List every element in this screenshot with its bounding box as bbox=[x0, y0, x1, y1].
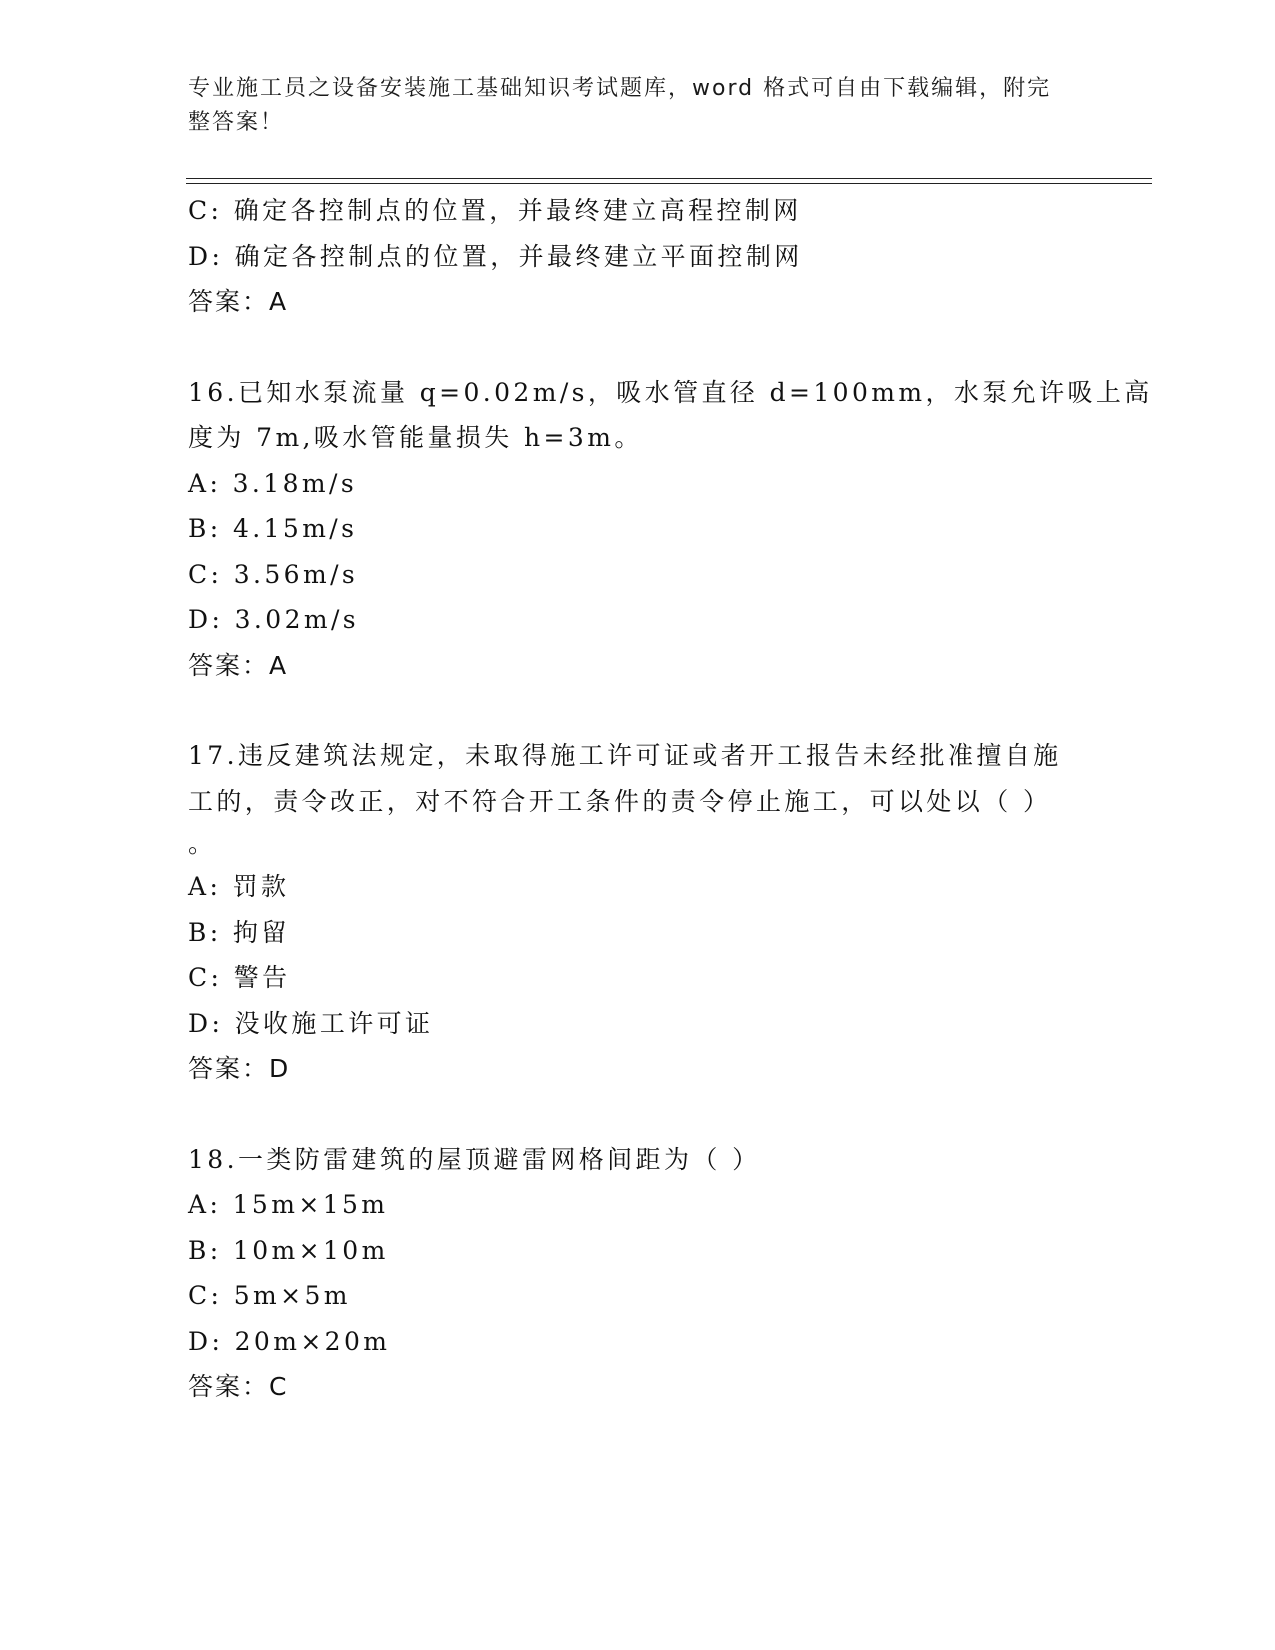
question-18-stem-line-1: 18.一类防雷建筑的屋顶避雷网格间距为（ ） bbox=[188, 1144, 761, 1174]
question-16-option-c: C: 3.56m/s bbox=[188, 559, 359, 589]
question-16-option-b: B: 4.15m/s bbox=[188, 514, 358, 543]
question-16 bbox=[188, 370, 1153, 689]
question-16-stem-line-1: 16.已知水泵流量 q=0.02m/s，吸水管直径 d=100mm，水泵允许吸上高 bbox=[188, 377, 1153, 407]
question-17-stem-line-2: 工的，责令改正，对不符合开工条件的责令停止施工，可以处以（ ） bbox=[188, 786, 1052, 816]
question-18-option-d: D: 20m×20m bbox=[188, 1326, 391, 1356]
question-17-option-d: D: 没收施工许可证 bbox=[188, 1008, 434, 1038]
question-18 bbox=[188, 1137, 1088, 1410]
question-15-answer: 答案：A bbox=[188, 287, 289, 316]
header-title-line-2: 整答案！ bbox=[188, 110, 285, 135]
question-15-option-c: C: 确定各控制点的位置，并最终建立高程控制网 bbox=[188, 196, 802, 225]
question-17-option-c: C: 警告 bbox=[188, 963, 291, 992]
header-divider-bottom bbox=[186, 183, 1152, 184]
question-17 bbox=[188, 733, 1088, 1092]
document-header bbox=[188, 72, 1088, 140]
question-16-answer: 答案：A bbox=[188, 650, 289, 680]
question-16-option-a: A: 3.18m/s bbox=[188, 468, 358, 498]
question-17-option-b: B: 拘留 bbox=[188, 917, 290, 947]
question-18-answer: 答案：C bbox=[188, 1372, 289, 1401]
question-18-option-a: A: 15m×15m bbox=[188, 1190, 389, 1219]
question-18-option-b: B: 10m×10m bbox=[188, 1235, 389, 1265]
header-title-line-1: 专业施工员之设备安装施工基础知识考试题库，word 格式可自由下载编辑，附完 bbox=[188, 76, 1052, 101]
question-15 bbox=[188, 188, 1088, 325]
question-18-option-c: C: 5m×5m bbox=[188, 1281, 351, 1310]
question-17-answer: 答案：D bbox=[188, 1054, 291, 1083]
question-15-option-d: D: 确定各控制点的位置，并最终建立平面控制网 bbox=[188, 241, 803, 271]
spacer bbox=[188, 688, 1088, 733]
spacer bbox=[188, 325, 1088, 370]
question-17-stem-line-3: 。 bbox=[188, 829, 217, 858]
question-16-stem-line-2: 度为 7m,吸水管能量损失 h=3m。 bbox=[188, 423, 643, 452]
header-divider-top bbox=[186, 178, 1152, 179]
spacer bbox=[188, 1092, 1088, 1137]
question-content bbox=[188, 188, 1153, 1410]
question-17-option-a: A: 罚款 bbox=[188, 872, 290, 901]
question-17-stem-line-1: 17.违反建筑法规定，未取得施工许可证或者开工报告未经批准擅自施 bbox=[188, 741, 1062, 770]
question-16-option-d: D: 3.02m/s bbox=[188, 605, 360, 634]
